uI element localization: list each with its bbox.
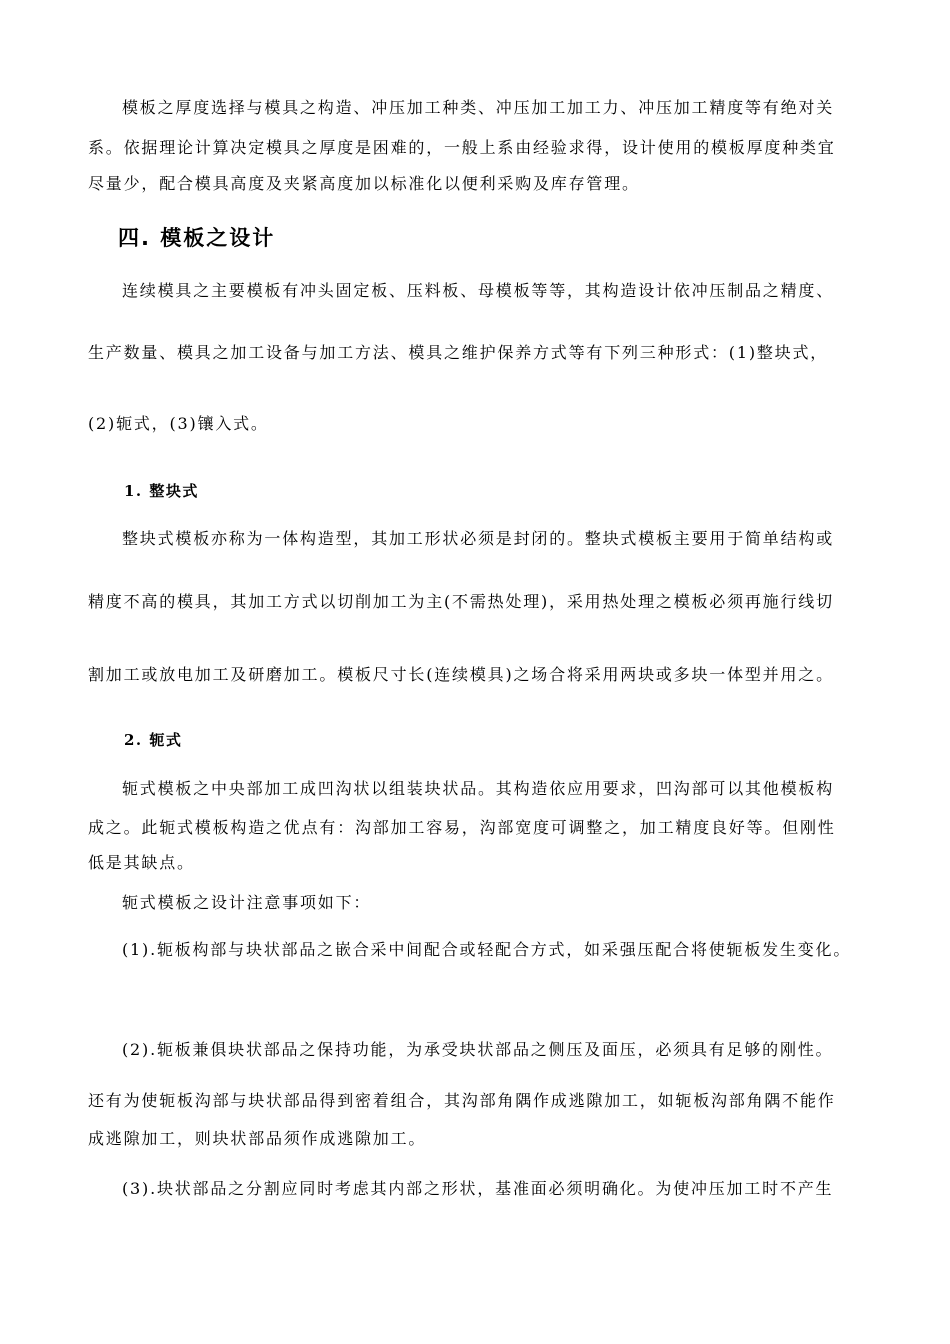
subheading-solid-block: 1. 整块式: [124, 482, 199, 500]
paragraph-yoke-line-2: 成之。此轭式模板构造之优点有：沟部加工容易，沟部宽度可调整之，加工精度良好等。但刚性: [88, 818, 836, 837]
paragraph-yoke-line-1: 轭式模板之中央部加工成凹沟状以组装块状品。其构造依应用要求，凹沟部可以其他模板构: [122, 779, 835, 798]
paragraph-solid-block-line-2: 精度不高的模具，其加工方式以切削加工为主(不需热处理)，采用热处理之模板必须再施行线切: [88, 592, 834, 611]
paragraph-yoke-note-2-line-1: (2).轭板兼俱块状部品之保持功能，为承受块状部品之侧压及面压，必须具有足够的刚性。: [122, 1040, 834, 1059]
paragraph-yoke-note-2-line-3: 成逃隙加工，则块状部品须作成逃隙加工。: [88, 1129, 427, 1148]
paragraph-main-plates-line-1: 连续模具之主要模板有冲头固定板、压料板、母模板等等，其构造设计依冲压制品之精度、: [122, 281, 835, 300]
subheading-yoke-type: 2. 轭式: [124, 731, 183, 749]
paragraph-thickness-line-1: 模板之厚度选择与模具之构造、冲压加工种类、冲压加工加工力、冲压加工精度等有绝对关: [122, 98, 835, 117]
paragraph-yoke-note-1: (1).轭板构部与块状部品之嵌合采中间配合或轻配合方式，如采强压配合将使轭板发生变化。: [122, 940, 852, 959]
paragraph-yoke-note-3-line-1: (3).块状部品之分割应同时考虑其内部之形状，基准面必须明确化。为使冲压加工时不产生: [122, 1179, 834, 1198]
paragraph-yoke-notes-intro: 轭式模板之设计注意事项如下：: [122, 893, 372, 912]
paragraph-main-plates-line-2: 生产数量、模具之加工设备与加工方法、模具之维护保养方式等有下列三种形式：(1)整块式，: [88, 343, 829, 362]
paragraph-yoke-note-2-line-2: 还有为使轭板沟部与块状部品得到密着组合，其沟部角隅作成逃隙加工，如轭板沟部角隅不能作: [88, 1091, 836, 1110]
paragraph-yoke-line-3: 低是其缺点。: [88, 853, 195, 872]
paragraph-main-plates-line-3: (2)轭式，(3)镶入式。: [88, 414, 269, 433]
paragraph-solid-block-line-3: 割加工或放电加工及研磨加工。模板尺寸长(连续模具)之场合将采用两块或多块一体型并用之。: [88, 665, 834, 684]
paragraph-thickness-line-3: 尽量少，配合模具高度及夹紧高度加以标准化以便利采购及库存管理。: [88, 174, 640, 193]
paragraph-thickness-line-2: 系。依据理论计算决定模具之厚度是困难的，一般上系由经验求得，设计使用的模板厚度种类宜: [88, 138, 836, 157]
section-heading-template-design: 四. 模板之设计: [118, 226, 276, 250]
paragraph-solid-block-line-1: 整块式模板亦称为一体构造型，其加工形状必须是封闭的。整块式模板主要用于简单结构或: [122, 529, 835, 548]
